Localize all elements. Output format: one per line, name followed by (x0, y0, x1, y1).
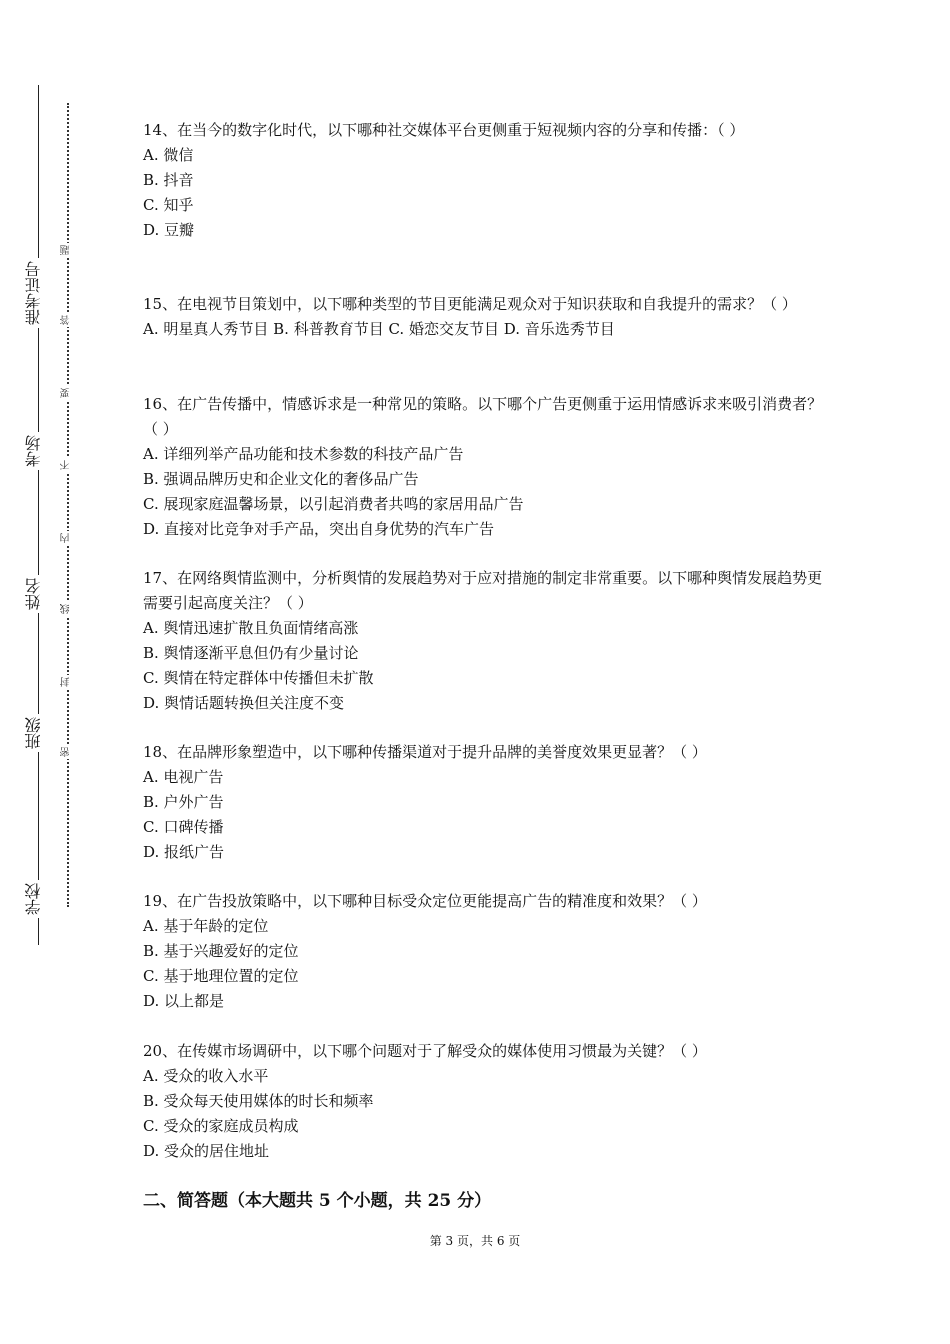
option-a: A. 舆情迅速扩散且负面情绪高涨 (143, 619, 359, 637)
option-a: A. 微信 (143, 146, 194, 164)
option-a: A. 受众的收入水平 (143, 1067, 269, 1085)
question-18 (143, 740, 823, 865)
field-label-name: 姓名 (22, 575, 46, 613)
field-label-admission-number: 准考证号 (22, 258, 46, 328)
option-line: A. 明星真人秀节目 B. 科普教育节目 C. 婚恋交友节目 D. 音乐选秀节目 (143, 320, 615, 338)
question-14 (143, 118, 823, 243)
option-a: A. 基于年龄的定位 (143, 917, 269, 935)
option-c: C. 口碑传播 (143, 818, 224, 836)
binding-line (38, 85, 39, 945)
option-d: D. 豆瓣 (143, 221, 195, 239)
question-stem: 19、在广告投放策略中，以下哪种目标受众定位更能提高广告的精准度和效果？（ ） (143, 892, 707, 910)
option-d: D. 报纸广告 (143, 843, 225, 861)
seal-char: 内 (61, 533, 72, 543)
seal-char: 封 (61, 677, 72, 687)
field-label-school: 学校 (22, 880, 46, 918)
page-footer: 第 3 页，共 6 页 (429, 1234, 521, 1248)
option-d: D. 直接对比竞争对手产品，突出自身优势的汽车广告 (143, 520, 495, 538)
seal-char: 密 (61, 747, 72, 757)
option-d: D. 舆情话题转换但关注度不变 (143, 694, 345, 712)
question-stem: 15、在电视节目策划中，以下哪种类型的节目更能满足观众对于知识获取和自我提升的需求？（ ） (143, 295, 797, 313)
option-d: D. 受众的居住地址 (143, 1142, 270, 1160)
seal-char: 答 (61, 315, 72, 325)
question-stem: 16、在广告传播中，情感诉求是一种常见的策略。以下哪个广告更侧重于运用情感诉求来吸引消费者？（ ） (143, 395, 823, 438)
question-15 (143, 292, 823, 342)
option-b: B. 基于兴趣爱好的定位 (143, 942, 299, 960)
option-b: B. 抖音 (143, 171, 194, 189)
binding-margin (0, 0, 90, 1344)
option-c: C. 受众的家庭成员构成 (143, 1117, 299, 1135)
seal-char: 线 (61, 604, 72, 614)
seal-char: 题 (61, 245, 72, 255)
question-stem: 20、在传媒市场调研中，以下哪个问题对于了解受众的媒体使用习惯最为关键？（ ） (143, 1042, 707, 1060)
seal-char: 要 (61, 388, 72, 398)
field-label-exam-room: 考场 (22, 432, 46, 470)
option-c: C. 知乎 (143, 196, 194, 214)
option-a: A. 详细列举产品功能和技术参数的科技产品广告 (143, 445, 464, 463)
question-stem: 17、在网络舆情监测中，分析舆情的发展趋势对于应对措施的制定非常重要。以下哪种舆情发展趋势更需要引起高度关注？（ ） (143, 569, 823, 612)
option-c: C. 舆情在特定群体中传播但未扩散 (143, 669, 374, 687)
option-b: B. 强调品牌历史和企业文化的奢侈品广告 (143, 470, 419, 488)
option-b: B. 舆情逐渐平息但仍有少量讨论 (143, 644, 359, 662)
question-stem: 18、在品牌形象塑造中，以下哪种传播渠道对于提升品牌的美誉度效果更显著？（ ） (143, 743, 707, 761)
seal-dotted-line (67, 103, 69, 907)
question-17 (143, 566, 823, 716)
question-stem: 14、在当今的数字化时代，以下哪种社交媒体平台更侧重于短视频内容的分享和传播：（ ） (143, 121, 745, 139)
section-title: 二、简答题（本大题共 5 个小题，共 25 分） (143, 1191, 492, 1211)
question-16 (143, 392, 823, 542)
option-c: C. 基于地理位置的定位 (143, 967, 299, 985)
option-b: B. 受众每天使用媒体的时长和频率 (143, 1092, 374, 1110)
option-c: C. 展现家庭温馨场景，以引起消费者共鸣的家居用品广告 (143, 495, 524, 513)
field-label-class: 班级 (22, 714, 46, 752)
option-b: B. 户外广告 (143, 793, 224, 811)
option-a: A. 电视广告 (143, 768, 224, 786)
seal-char: 不 (61, 460, 72, 470)
question-20 (143, 1039, 823, 1164)
question-19 (143, 889, 823, 1014)
option-d: D. 以上都是 (143, 992, 225, 1010)
